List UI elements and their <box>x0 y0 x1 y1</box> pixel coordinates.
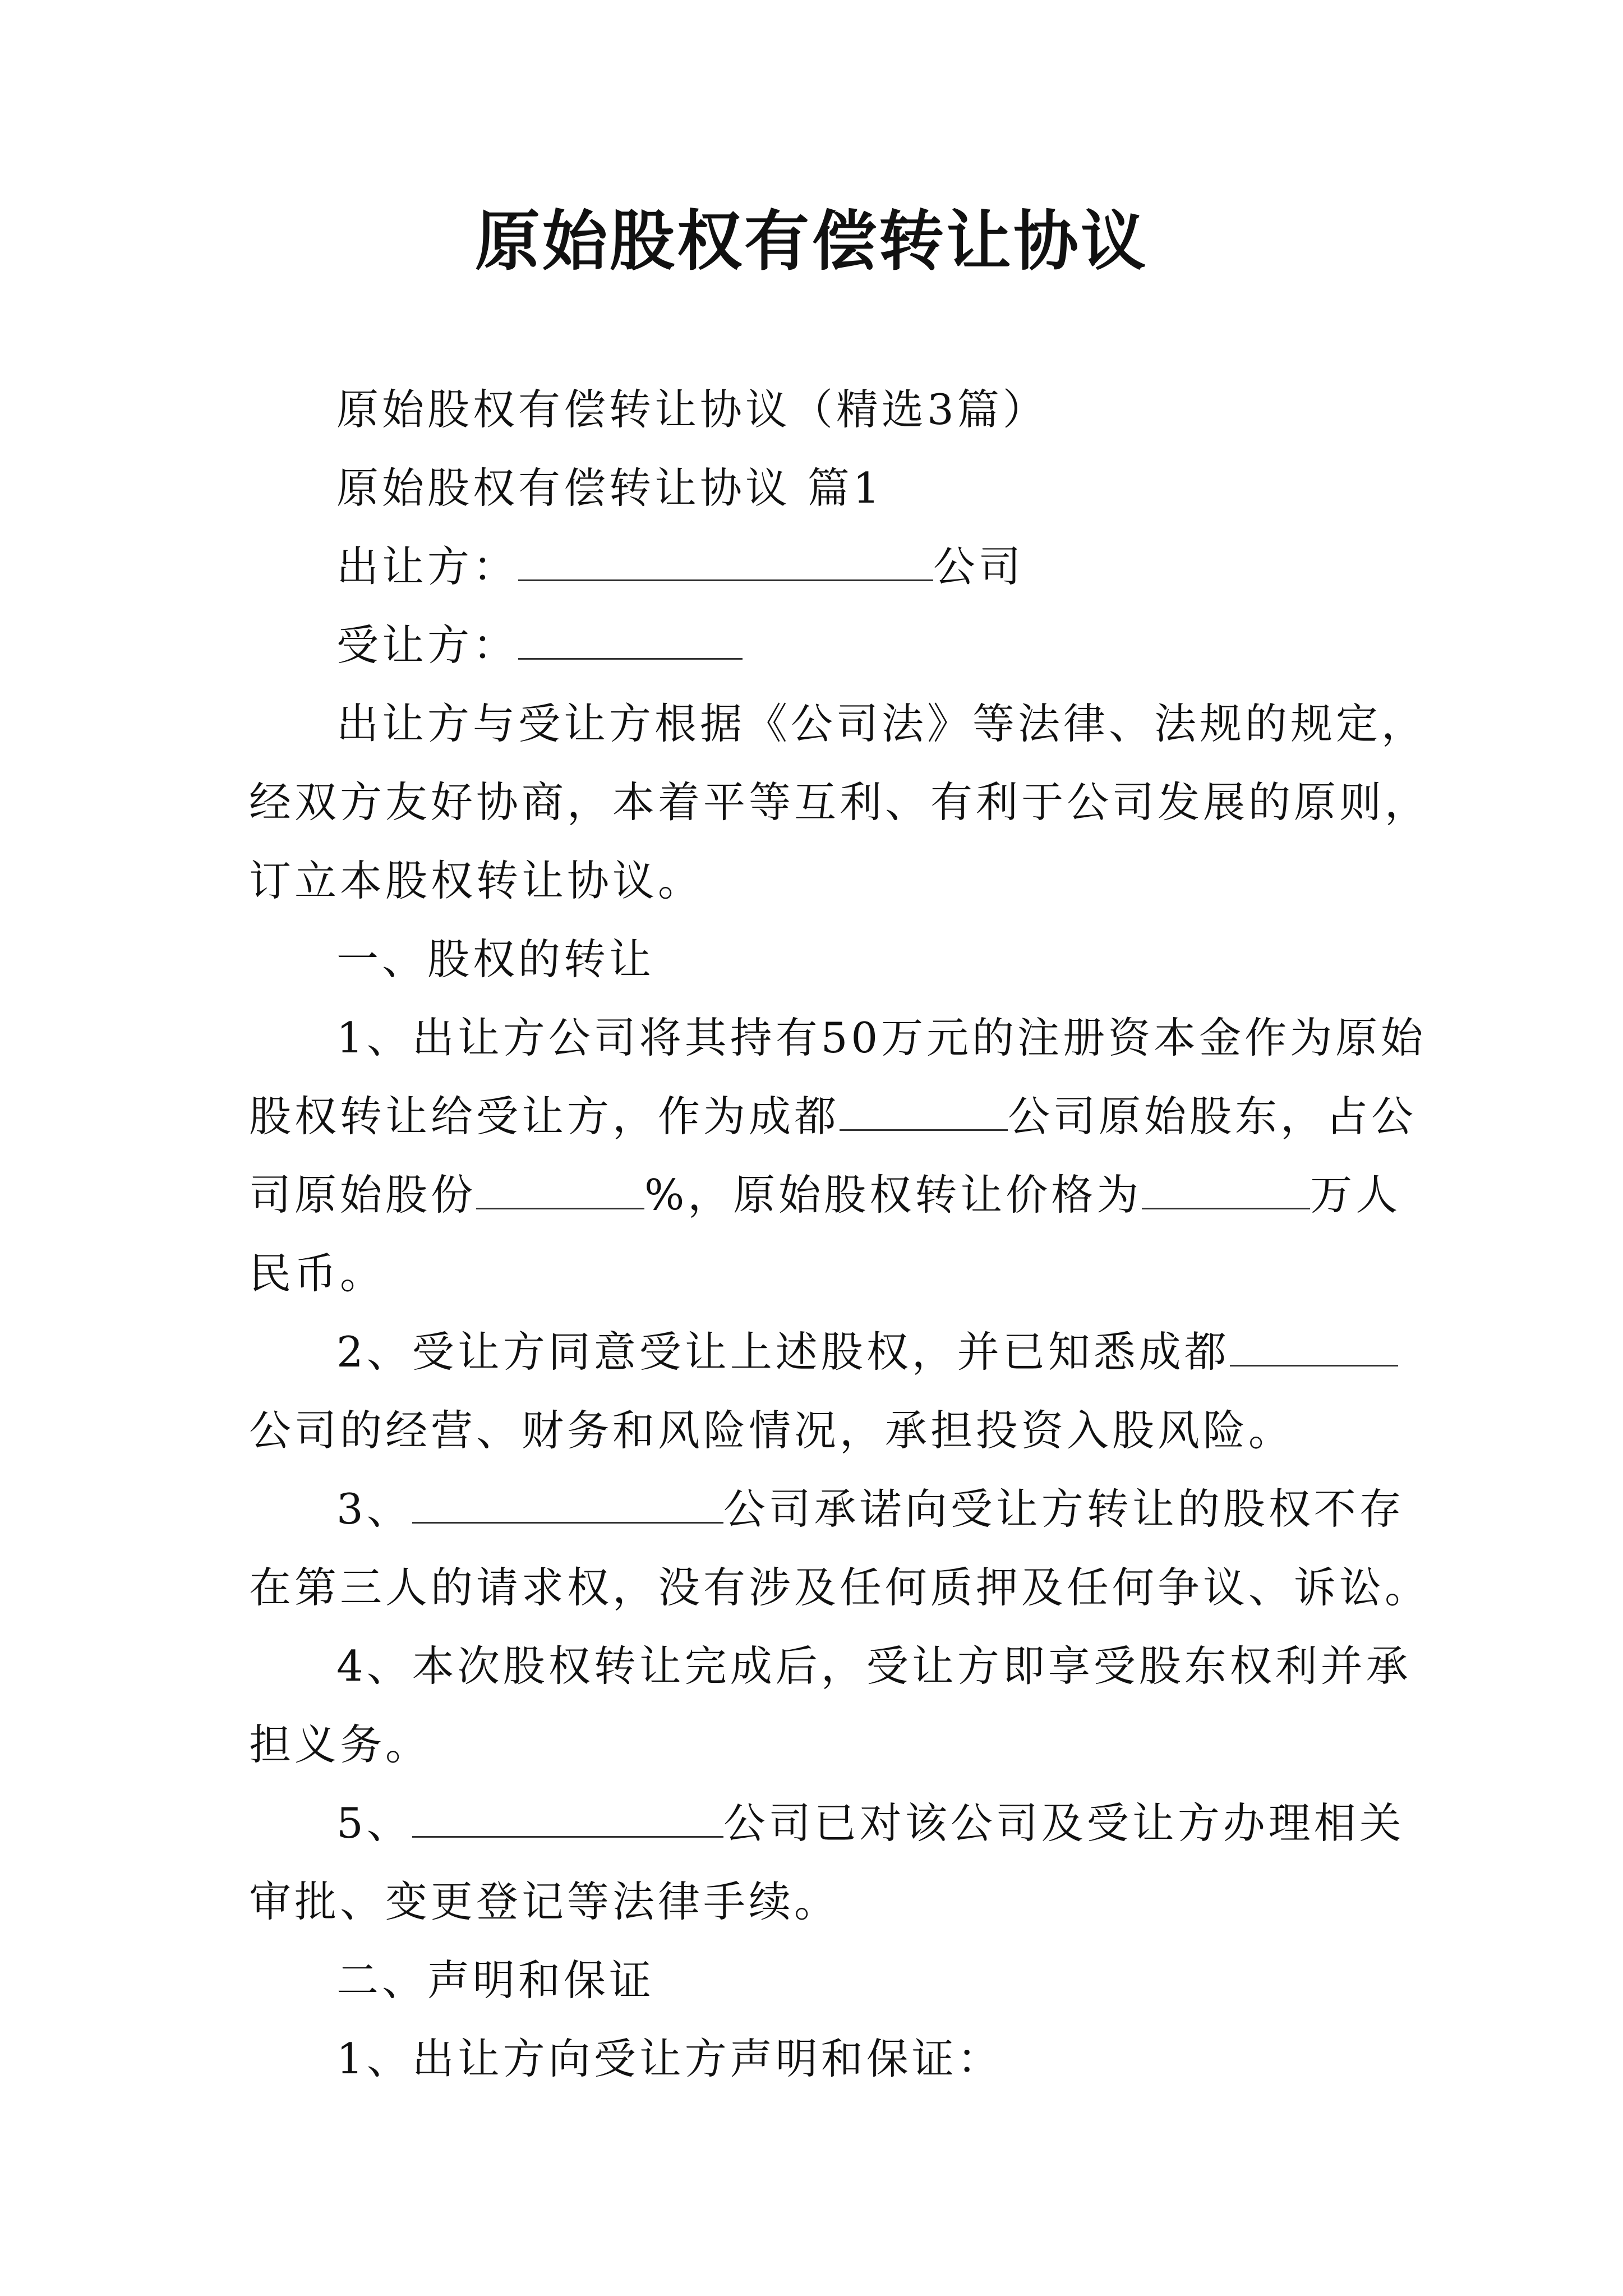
item1-price-blank <box>1142 1168 1310 1209</box>
transferee-line <box>336 617 743 673</box>
item1-line2-text-a: 股权转让给受让方，作为成都 <box>249 1092 840 1141</box>
item4-line-1: 4、本次股权转让完成后，受让方即享受股东权利并承 <box>336 1641 1412 1691</box>
section-heading: 原始股权有偿转让协议 篇1 <box>336 463 883 513</box>
intro-line-2: 经双方友好协商，本着平等互利、有利于公司发展的原则， <box>249 777 1431 827</box>
item5-company-blank <box>412 1797 723 1838</box>
part1-heading: 一、股权的转让 <box>336 935 655 984</box>
item4-line-2: 担义务。 <box>249 1720 431 1769</box>
item1-line-4: 民币。 <box>249 1249 386 1298</box>
transferee-blank <box>518 619 743 660</box>
document-subtitle: 原始股权有偿转让协议（精选3篇） <box>336 385 1048 434</box>
item2-line-1 <box>336 1324 1398 1380</box>
item1-line-2 <box>249 1088 1417 1144</box>
item1-company-blank <box>840 1090 1008 1131</box>
item1-line-3 <box>249 1167 1401 1223</box>
transferee-label: 受让方： <box>336 620 519 670</box>
transferor-suffix: 公司 <box>933 542 1025 591</box>
transferor-label: 出让方： <box>336 542 519 591</box>
item5-line-2: 审批、变更登记等法律手续。 <box>249 1877 840 1926</box>
item1-line3-text-b: %，原始股权转让价格为 <box>644 1170 1142 1220</box>
part2-heading: 二、声明和保证 <box>336 1955 655 2005</box>
item1-line3-text-a: 司原始股份 <box>249 1170 477 1220</box>
item3-line1-text-a: 3、 <box>336 1484 412 1534</box>
transferor-blank <box>518 540 933 581</box>
item3-line-1 <box>336 1481 1405 1537</box>
item3-line1-text-b: 公司承诺向受让方转让的股权不存 <box>723 1484 1405 1534</box>
item5-line1-text-b: 公司已对该公司及受让方办理相关 <box>723 1798 1405 1848</box>
item1-line2-text-b: 公司原始股东，占公 <box>1008 1092 1417 1141</box>
item5-line1-text-a: 5、 <box>336 1798 412 1848</box>
intro-line-3: 订立本股权转让协议。 <box>249 856 704 905</box>
transferor-line <box>336 539 1024 595</box>
item2-line-2: 公司的经营、财务和风险情况，承担投资入股风险。 <box>249 1406 1294 1455</box>
item1-share-blank <box>476 1168 644 1209</box>
intro-line-1: 出让方与受让方根据《公司法》等法律、法规的规定， <box>336 699 1427 748</box>
item3-line-2: 在第三人的请求权，没有涉及任何质押及任何争议、诉讼。 <box>249 1563 1431 1612</box>
item5-line-1 <box>336 1795 1405 1851</box>
part2-item1: 1、出让方向受让方声明和保证： <box>336 2034 1003 2083</box>
item3-company-blank <box>412 1483 723 1524</box>
item2-company-blank <box>1230 1326 1398 1366</box>
document-title: 原始股权有偿转让协议 <box>475 203 1148 279</box>
item1-line-1: 1、出让方公司将其持有50万元的注册资本金作为原始 <box>336 1013 1427 1062</box>
item2-line1-text: 2、受让方同意受让上述股权，并已知悉成都 <box>336 1327 1230 1377</box>
item1-line3-text-c: 万人 <box>1310 1170 1401 1220</box>
